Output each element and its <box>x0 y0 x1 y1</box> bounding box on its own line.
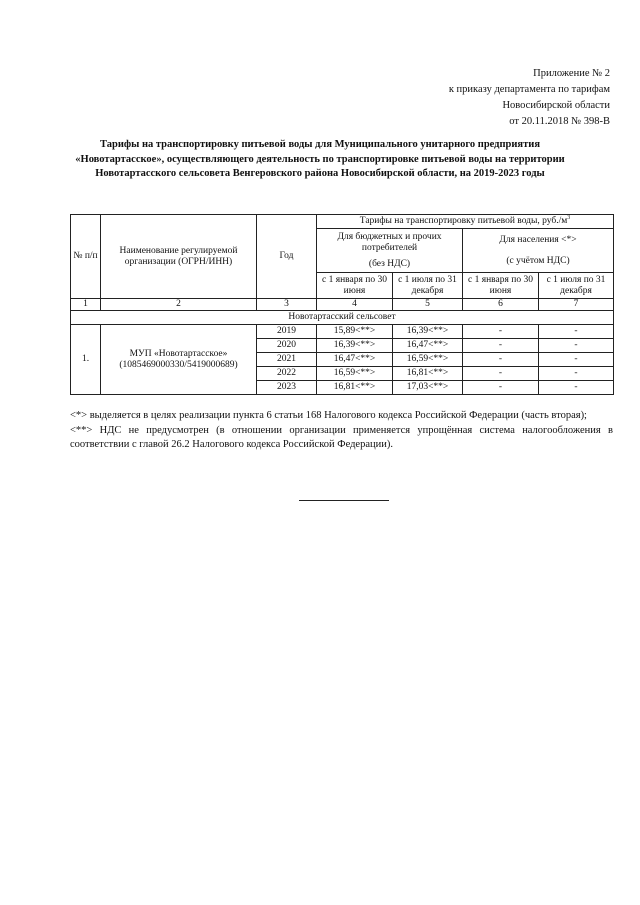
tariff-cell: - <box>539 339 614 353</box>
col-number: 4 <box>317 299 393 311</box>
tariff-cell: 15,89<**> <box>317 325 393 339</box>
col-number: 2 <box>101 299 257 311</box>
header-budget <box>317 229 463 273</box>
appendix-line: Новосибирской области <box>502 100 610 111</box>
tariff-cell: - <box>539 353 614 367</box>
header-year: Год <box>257 215 317 299</box>
appendix-line: к приказу департамента по тарифам <box>448 84 610 95</box>
col-number: 3 <box>257 299 317 311</box>
col-number: 5 <box>393 299 463 311</box>
appendix-line: Приложение № 2 <box>533 68 610 79</box>
tariff-cell: - <box>463 367 539 381</box>
header-period: с 1 января по 30 июня <box>463 273 539 299</box>
col-number: 1 <box>71 299 101 311</box>
column-numbers-row <box>71 299 614 311</box>
header-population-sub: (с учётом НДС) <box>506 255 570 266</box>
end-rule <box>299 500 389 501</box>
district-name: Новотартасский сельсовет <box>71 311 614 325</box>
footnotes <box>70 409 613 453</box>
org-ids: (1085469000330/5419000689) <box>119 359 238 370</box>
year-cell: 2023 <box>257 381 317 395</box>
year-cell: 2022 <box>257 367 317 381</box>
document-title: Тарифы на транспортировку питьевой воды для Муниципального унитарного предприятия «Новотартасское», осуществляющего деятельность по транспортировке питьевой воды на территории Новотартасского сельсовета Венгеровского района Новосибирской области, на 2019-2023 годы <box>75 139 565 179</box>
tariff-cell: 16,81<**> <box>317 381 393 395</box>
header-period: с 1 июля по 31 декабря <box>393 273 463 299</box>
org-number: 1. <box>71 325 101 395</box>
header-tariffs-text: Тарифы на транспортировку питьевой воды, руб./м <box>359 216 568 226</box>
year-cell: 2020 <box>257 339 317 353</box>
tariff-cell: 16,59<**> <box>393 353 463 367</box>
org-name: МУП «Новотартасское» <box>129 348 228 359</box>
org-cell <box>101 325 257 395</box>
tariff-cell: 16,47<**> <box>393 339 463 353</box>
header-budget-label: Для бюджетных и прочих потребителей <box>337 231 442 253</box>
district-row <box>71 311 614 325</box>
tariffs-table <box>70 214 614 395</box>
tariff-cell: 16,39<**> <box>317 339 393 353</box>
tariff-cell: - <box>539 367 614 381</box>
header-budget-sub: (без НДС) <box>368 258 411 269</box>
header-period: с 1 июля по 31 декабря <box>539 273 614 299</box>
header-period: с 1 января по 30 июня <box>317 273 393 299</box>
tariff-cell: 17,03<**> <box>393 381 463 395</box>
appendix-header <box>449 66 610 130</box>
footnote: <*> выделяется в целях реализации пункта 6 статьи 168 Налогового кодекса Российской Федерации (часть вторая); <box>70 410 587 421</box>
tariff-cell: 16,47<**> <box>317 353 393 367</box>
col-number: 7 <box>539 299 614 311</box>
tariff-cell: - <box>539 381 614 395</box>
tariff-cell: - <box>463 325 539 339</box>
header-population <box>463 229 614 273</box>
tariff-cell: - <box>539 325 614 339</box>
tariff-cell: 16,81<**> <box>393 367 463 381</box>
header-org: Наименование регулируемой организации (ОГРН/ИНН) <box>101 215 257 299</box>
header-population-label: Для населения <*> <box>499 234 577 245</box>
appendix-line: от 20.11.2018 № 398-В <box>509 116 610 127</box>
tariff-cell: 16,59<**> <box>317 367 393 381</box>
header-num: № п/п <box>71 215 101 299</box>
tariff-cell: 16,39<**> <box>393 325 463 339</box>
col-number: 6 <box>463 299 539 311</box>
footnote: <**> НДС не предусмотрен (в отношении организации применяется упрощённая система налогообложения в соответствии с главой 26.2 Налогового кодекса Российской Федерации). <box>70 424 613 450</box>
tariff-cell: - <box>463 381 539 395</box>
year-cell: 2019 <box>257 325 317 339</box>
table-row <box>71 325 614 339</box>
tariff-cell: - <box>463 339 539 353</box>
year-cell: 2021 <box>257 353 317 367</box>
header-tariffs <box>317 215 614 229</box>
tariff-cell: - <box>463 353 539 367</box>
header-tariffs-sup: 3 <box>567 214 571 221</box>
